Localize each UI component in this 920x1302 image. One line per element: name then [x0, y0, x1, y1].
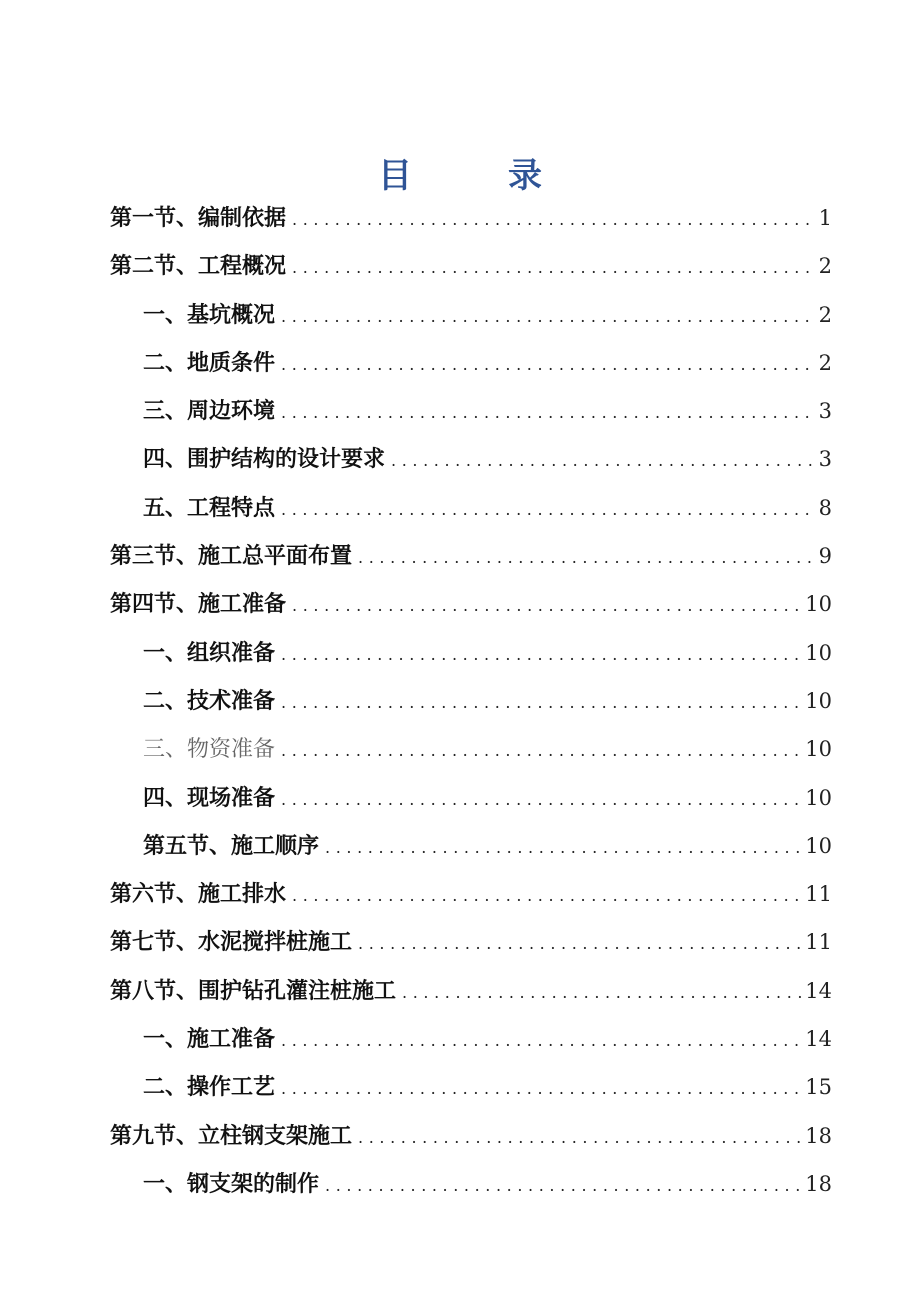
- toc-entry[interactable]: [110, 387, 832, 435]
- toc-entry-page-number: 10: [805, 785, 832, 810]
- toc-entry-label: 第一节、编制依据: [110, 205, 287, 231]
- toc-dot-leader: [402, 969, 801, 1017]
- toc-entry[interactable]: [110, 725, 832, 773]
- toc-dot-leader: [292, 872, 801, 920]
- toc-entry-page-number: 2: [818, 302, 832, 327]
- toc-entry-page-number: 2: [818, 254, 832, 279]
- toc-entry-page-number: 15: [805, 1075, 832, 1100]
- toc-entry[interactable]: [110, 484, 832, 532]
- toc-entry-label: 二、技术准备: [143, 687, 276, 714]
- toc-entry-label: 第九节、立柱钢支架施工: [110, 1122, 353, 1149]
- toc-entry-label: 第八节、围护钻孔灌注桩施工: [110, 977, 397, 1004]
- toc-title: [0, 148, 920, 197]
- toc-entry[interactable]: [110, 967, 832, 1015]
- toc-entry[interactable]: [110, 532, 832, 580]
- toc-dot-leader: [358, 534, 815, 582]
- toc-dot-leader: [281, 389, 815, 437]
- toc-entry-label: 第三节、施工总平面布置: [110, 543, 353, 570]
- toc-entry-label: 五、工程特点: [143, 494, 276, 521]
- toc-entry-page-number: 10: [805, 688, 832, 713]
- toc-entry-page-number: 3: [818, 447, 832, 472]
- toc-dot-leader: [358, 920, 801, 968]
- toc-dot-leader: [325, 1162, 801, 1210]
- toc-entry-page-number: 11: [805, 882, 832, 907]
- toc-entry-page-number: 10: [805, 592, 832, 617]
- toc-entry-page-number: 11: [805, 930, 832, 955]
- toc-dot-leader: [325, 824, 801, 872]
- toc-entry-page-number: 10: [805, 640, 832, 665]
- toc-entry-label: 一、施工准备: [143, 1026, 276, 1053]
- toc-entry-page-number: 14: [805, 978, 832, 1003]
- toc-entry-label: 一、组织准备: [143, 639, 276, 666]
- toc-dot-leader: [358, 1114, 801, 1162]
- toc-dot-leader: [281, 679, 801, 727]
- toc-entry-label: 四、现场准备: [143, 784, 276, 811]
- toc-entry-page-number: 10: [805, 833, 832, 858]
- toc-entry-label: 四、围护结构的设计要求: [143, 446, 386, 473]
- toc-entry[interactable]: [110, 291, 832, 339]
- toc-dot-leader: [391, 437, 815, 485]
- toc-dot-leader: [281, 1065, 801, 1113]
- toc-entry-page-number: 18: [805, 1123, 832, 1148]
- toc-entry-label: 第六节、施工排水: [110, 881, 287, 908]
- toc-entry-page-number: 1: [818, 206, 832, 230]
- toc-dot-leader: [281, 1017, 801, 1065]
- toc-entry[interactable]: [110, 1112, 832, 1160]
- toc-entry[interactable]: [110, 822, 832, 870]
- toc-entry[interactable]: [110, 629, 832, 677]
- toc-entry-page-number: 18: [805, 1171, 832, 1196]
- toc-dot-leader: [281, 341, 815, 389]
- toc-entry[interactable]: [110, 1063, 832, 1111]
- toc-dot-leader: [292, 582, 801, 630]
- toc-title-char-1: 目: [378, 156, 412, 196]
- toc-entry[interactable]: [110, 242, 832, 290]
- toc-entry[interactable]: [110, 339, 832, 387]
- toc-entry-label: 二、操作工艺: [143, 1074, 276, 1101]
- toc-entry[interactable]: [110, 194, 832, 242]
- toc-entry-label: 三、周边环境: [143, 398, 276, 425]
- toc-entry[interactable]: [110, 774, 832, 822]
- toc-dot-leader: [281, 631, 801, 679]
- toc-list: [110, 194, 832, 1208]
- toc-entry-page-number: 2: [818, 350, 832, 375]
- toc-entry-label: 第四节、施工准备: [110, 591, 287, 618]
- toc-entry-page-number: 9: [818, 544, 832, 569]
- toc-entry-page-number: 3: [818, 399, 832, 424]
- toc-entry-label: 第二节、工程概况: [110, 253, 287, 280]
- toc-dot-leader: [292, 244, 815, 292]
- toc-dot-leader: [281, 293, 815, 341]
- toc-dot-leader: [292, 196, 815, 244]
- toc-entry[interactable]: [110, 1015, 832, 1063]
- toc-entry[interactable]: [110, 580, 832, 628]
- toc-entry-label: 一、基坑概况: [143, 301, 276, 328]
- toc-entry[interactable]: [110, 870, 832, 918]
- toc-dot-leader: [281, 486, 815, 534]
- toc-entry-page-number: 10: [805, 737, 832, 762]
- toc-entry[interactable]: [110, 435, 832, 483]
- toc-entry-label: 二、地质条件: [143, 349, 276, 376]
- toc-entry[interactable]: [110, 918, 832, 966]
- toc-entry-label: 第五节、施工顺序: [143, 832, 320, 859]
- toc-entry-page-number: 8: [818, 495, 832, 520]
- toc-entry-label: 三、物资准备: [143, 737, 276, 763]
- toc-entry-page-number: 14: [805, 1027, 832, 1052]
- toc-dot-leader: [281, 727, 801, 775]
- toc-title-char-2: 录: [508, 156, 542, 196]
- toc-entry-label: 一、钢支架的制作: [143, 1170, 320, 1197]
- toc-entry[interactable]: [110, 677, 832, 725]
- toc-dot-leader: [281, 776, 801, 824]
- toc-entry-label: 第七节、水泥搅拌桩施工: [110, 929, 353, 956]
- toc-entry[interactable]: [110, 1160, 832, 1208]
